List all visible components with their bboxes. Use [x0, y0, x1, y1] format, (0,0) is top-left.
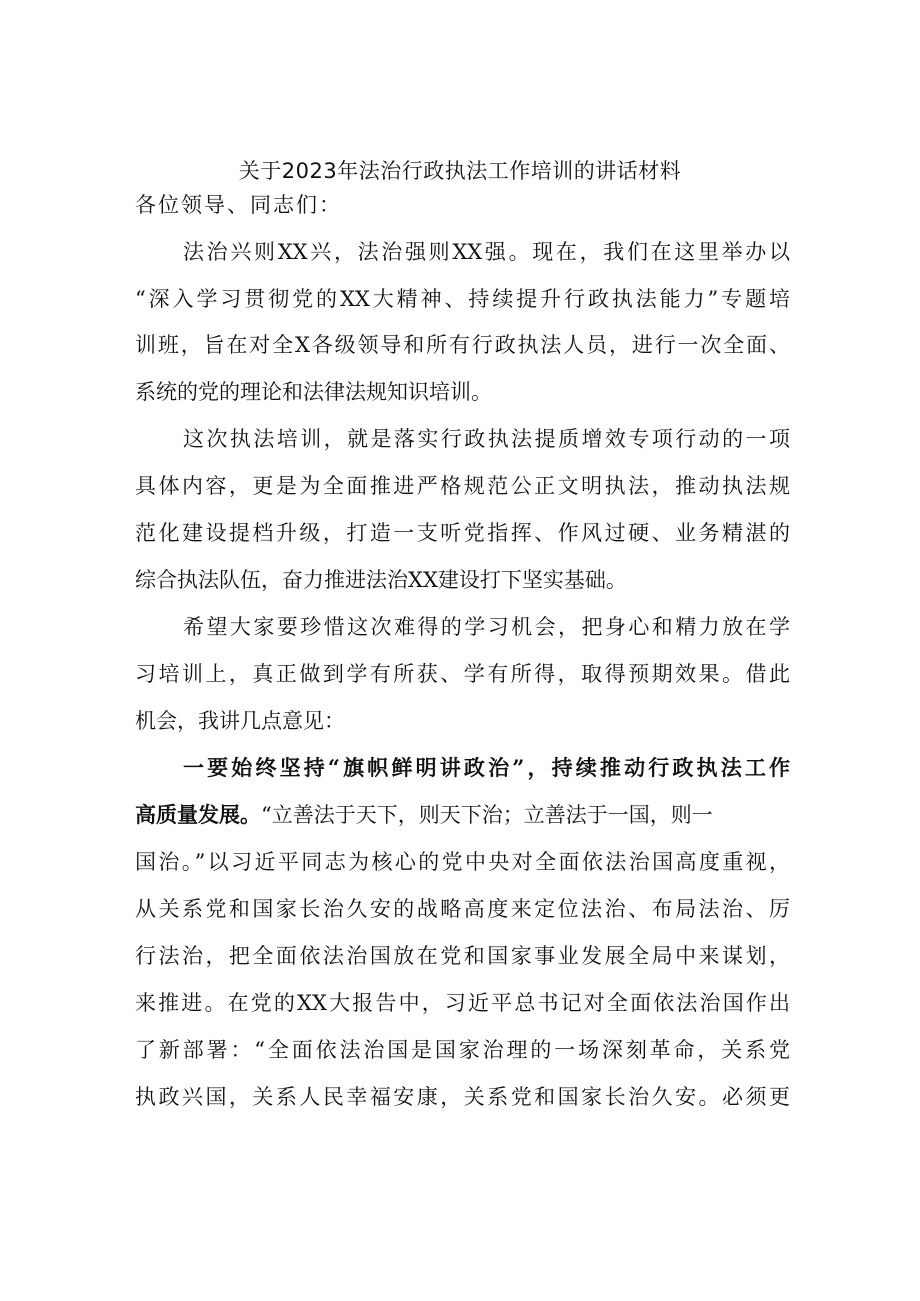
paragraph-3-line-1: 希望大家要珍惜这次难得的学习机会，把身心和精力放在学 [183, 615, 790, 639]
paragraph-2-line-2: 具体内容，更是为全面推进严格规范公正文明执法，推动执法规 [135, 474, 790, 498]
paragraph-1-line-2: “深入学习贯彻党的XX大精神、持续提升行政执法能力”专题培 [135, 287, 790, 311]
paragraph-4-line-3: 国治。”以习近平同志为核心的党中央对全面依法治国高度重视， [135, 850, 790, 874]
paragraph-2-line-3: 范化建设提档升级，打造一支听党指挥、作风过硬、业务精湛的 [135, 521, 790, 545]
paragraph-2-line-1: 这次执法培训，就是落实行政执法提质增效专项行动的一项 [183, 427, 790, 451]
salutation: 各位领导、同志们： [135, 193, 342, 217]
document-title: 关于2023年法治行政执法工作培训的讲话材料 [238, 159, 682, 183]
paragraph-4-heading-line-1: 一要始终坚持“旗帜鲜明讲政治”，持续推动行政执法工作 [183, 755, 790, 780]
paragraph-2-line-4: 综合执法队伍，奋力推进法治XX建设打下坚实基础。 [135, 568, 627, 592]
paragraph-4-line-7: 了新部署：“全面依法治国是国家治理的一场深刻革命，关系党 [135, 1038, 790, 1062]
paragraph-4-line-8: 执政兴国，关系人民幸福安康，关系党和国家长治久安。必须更 [135, 1085, 790, 1109]
paragraph-4-heading-end: 高质量发展。 [135, 802, 261, 827]
paragraph-4-line-4: 从关系党和国家长治久安的战略高度来定位法治、布局法治、厉 [135, 897, 790, 921]
paragraph-1-line-4: 系统的党的理论和法律法规知识培训。 [135, 380, 492, 404]
paragraph-4-line-5: 行法治，把全面依法治国放在党和国家事业发展全局中来谋划， [135, 944, 790, 968]
paragraph-4-line-6: 来推进。在党的XX大报告中，习近平总书记对全面依法治国作出 [135, 991, 790, 1015]
paragraph-3-line-3: 机会，我讲几点意见： [135, 709, 345, 733]
paragraph-4-line-2 [135, 800, 790, 830]
paragraph-1-line-1: 法治兴则XX兴，法治强则XX强。现在，我们在这里举办以 [183, 240, 790, 264]
paragraph-3-line-2: 习培训上，真正做到学有所获、学有所得，取得预期效果。借此 [135, 662, 790, 686]
paragraph-1-line-3: 训班，旨在对全X各级领导和所有行政执法人员，进行一次全面、 [135, 333, 790, 357]
paragraph-4-line-2-text: “立善法于天下，则天下治；立善法于一国，则一 [261, 803, 713, 827]
